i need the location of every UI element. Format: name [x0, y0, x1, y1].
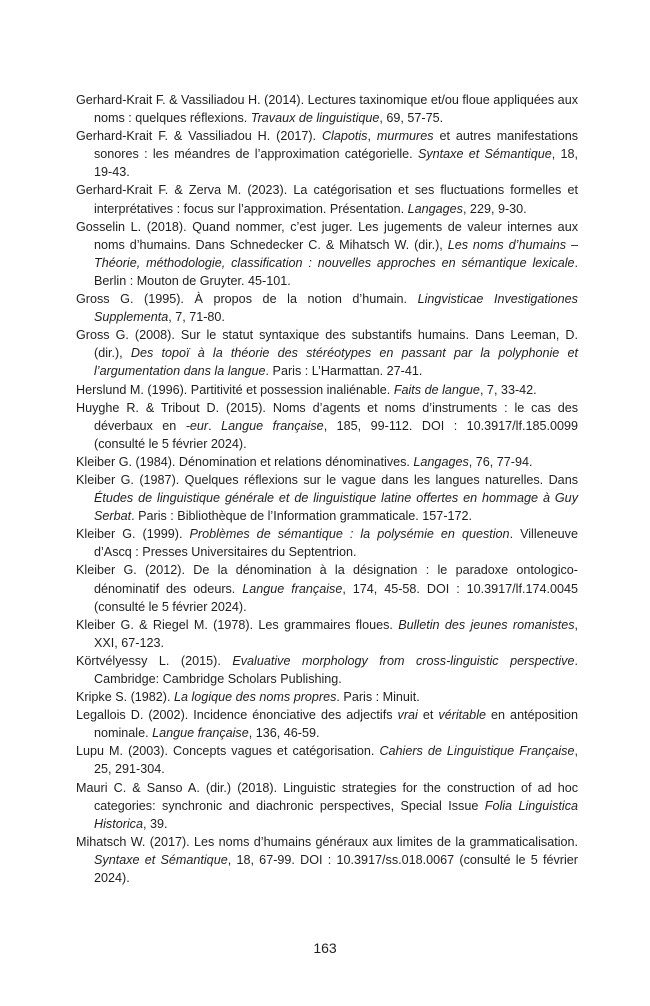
reference-text-segment: , XXI, 67-123. [94, 617, 578, 650]
reference-entry [76, 525, 578, 561]
reference-italic-segment: Clapotis [321, 129, 368, 144]
reference-entry [76, 381, 578, 399]
reference-text-segment: Mihatsch W. (2017). Les noms d’humains généraux aux limites de la grammaticalisation. [76, 834, 578, 849]
reference-entry [76, 290, 578, 326]
reference-text-segment: , 25, 291-304. [94, 744, 578, 777]
reference-entry [76, 91, 578, 127]
reference-text-segment: , 7, 33-42. [479, 382, 537, 397]
reference-italic-segment: Syntaxe et Sémantique [417, 147, 552, 162]
reference-text-segment: , 229, 9-30. [462, 201, 527, 216]
reference-entry [76, 218, 578, 290]
reference-italic-segment: Travaux de linguistique [250, 111, 380, 126]
reference-text-segment: . Paris : L’Harmattan. 27-41. [265, 364, 423, 379]
reference-text-segment: , 76, 77-94. [468, 454, 533, 469]
reference-text-segment: Legallois D. (2002). Incidence énonciative des adjectifs [76, 708, 398, 723]
reference-italic-segment: Langue française [221, 418, 324, 433]
reference-text-segment: Kleiber G. (1987). Quelques réflexions sur le vague dans les langues naturelles. Dans [76, 472, 578, 487]
reference-text-segment: Herslund M. (1996). Partitivité et possession inaliénable. [76, 382, 394, 397]
reference-entry [76, 616, 578, 652]
reference-text-segment: , 18, 67-99. DOI : 10.3917/ss.018.0067 (consulté le 5 février 2024). [94, 852, 578, 886]
reference-text-segment: Kleiber G. (1984). Dénomination et relations dénominatives. [76, 454, 414, 469]
reference-text-segment: Gerhard-Krait F. & Vassiliadou H. (2017). [76, 129, 322, 144]
reference-entry [76, 779, 578, 833]
reference-text-segment: , 174, 45-58. DOI : 10.3917/lf.174.0045 (consulté le 5 février 2024). [94, 581, 578, 614]
reference-italic-segment: vrai [397, 708, 418, 723]
reference-text-segment: . [208, 418, 222, 433]
reference-text-segment: , 185, 99-112. DOI : 10.3917/lf.185.0099 (consulté le 5 février 2024). [94, 418, 579, 451]
reference-text-segment: et autres manifestations sonores : les méandres de l’approximation catégorielle. [94, 129, 579, 162]
reference-text-segment: Kleiber G. & Riegel M. (1978). Les grammaires floues. [76, 617, 399, 632]
reference-entry [76, 471, 578, 525]
reference-italic-segment: Cahiers de Linguistique Française [379, 744, 575, 759]
reference-text-segment: en antéposition nominale. [94, 708, 578, 741]
reference-list [76, 91, 578, 887]
bibliography-page [76, 91, 578, 887]
reference-italic-segment: -eur [185, 418, 209, 433]
reference-italic-segment: Langue française [242, 581, 343, 596]
reference-italic-segment: Evaluative morphology from cross-linguistic perspective [232, 653, 575, 668]
reference-text-segment: . Paris : Bibliothèque de l’Information grammaticale. 157-172. [131, 509, 473, 524]
reference-entry [76, 399, 578, 453]
reference-text-segment: . Cambridge: Cambridge Scholars Publishing. [94, 653, 578, 686]
reference-text-segment: Gosselin L. (2018). Quand nommer, c’est juger. Les jugements de valeur internes aux noms d’humains. Dans Schnedecker C. & Mihatsch W. (dir.), [76, 219, 578, 252]
page-number: 163 [313, 940, 337, 956]
reference-entry [76, 833, 578, 887]
reference-entry [76, 706, 578, 742]
reference-italic-segment: Bulletin des jeunes romanistes [398, 617, 575, 632]
reference-italic-segment: Langages [407, 201, 463, 216]
reference-text-segment: Kleiber G. (1999). [76, 527, 190, 542]
reference-italic-segment: Des topoï à la théorie des stéréotypes en passant par la polyphonie et l’argumentation dans la langue [94, 346, 578, 379]
reference-entry [76, 453, 578, 471]
reference-italic-segment: véritable [438, 708, 486, 723]
reference-italic-segment: Problèmes de sémantique : la polysémie en question [189, 527, 510, 542]
reference-entry [76, 127, 578, 181]
reference-text-segment: et [417, 708, 439, 723]
reference-text-segment: , 69, 57-75. [379, 111, 444, 126]
reference-text-segment: Gross G. (1995). À propos de la notion d’humain. [76, 292, 418, 307]
reference-italic-segment: Langages [413, 454, 469, 469]
reference-entry [76, 652, 578, 688]
reference-italic-segment: La logique des noms propres [174, 690, 337, 705]
reference-text-segment: , 7, 71-80. [168, 310, 225, 325]
reference-italic-segment: Lingvisticae Investigationes Supplementa [94, 292, 578, 325]
reference-text-segment: , 136, 46-59. [248, 726, 320, 741]
reference-text-segment: Mauri C. & Sanso A. (dir.) (2018). Linguistic strategies for the construction of ad hoc categories: synchronic and diachronic perspectives, Special Issue [76, 780, 578, 813]
reference-text-segment: Kripke S. (1982). [76, 690, 174, 705]
reference-entry [76, 561, 578, 615]
reference-italic-segment: Faits de langue [393, 382, 480, 397]
reference-text-segment: . Berlin : Mouton de Gruyter. 45-101. [94, 255, 578, 288]
reference-italic-segment: Langue française [152, 726, 249, 741]
reference-text-segment: Körtvélyessy L. (2015). [76, 653, 233, 668]
reference-text-segment: , 18, 19-43. [94, 147, 578, 180]
reference-italic-segment: Syntaxe et Sémantique [94, 852, 228, 867]
reference-text-segment: , [367, 129, 377, 144]
reference-text-segment: Lupu M. (2003). Concepts vagues et catégorisation. [76, 744, 380, 759]
reference-text-segment: Kleiber G. (2012). De la dénomination à la désignation : le paradoxe ontologico-dénominatif des odeurs. [76, 563, 578, 596]
reference-text-segment: . Paris : Minuit. [336, 690, 420, 705]
reference-entry [76, 326, 578, 380]
reference-text-segment: , 39. [143, 816, 168, 831]
reference-italic-segment: Les noms d’humains – Théorie, méthodologie, classification : nouvelles approches en sémantique lexicale [94, 237, 578, 270]
reference-italic-segment: murmures [376, 129, 434, 144]
reference-text-segment: . Villeneuve d’Ascq : Presses Universitaires du Septentrion. [94, 527, 578, 560]
reference-italic-segment: Folia Linguistica Historica [94, 798, 578, 831]
reference-text-segment: Gerhard-Krait F. & Vassiliadou H. (2014). Lectures taxinomique et/ou floue appliquées aux noms : quelques réflexions. [76, 93, 578, 126]
reference-entry [76, 181, 578, 217]
reference-italic-segment: Études de linguistique générale et de linguistique latine offertes en hommage à Guy Serbat [94, 491, 578, 524]
reference-entry [76, 742, 578, 778]
reference-entry [76, 688, 578, 706]
reference-text-segment: Gerhard-Krait F. & Zerva M. (2023). La catégorisation et ses fluctuations formelles et interprétatives : focus sur l’approximation. Présentation. [76, 183, 578, 216]
reference-text-segment: Gross G. (2008). Sur le statut syntaxique des substantifs humains. Dans Leeman, D. (dir.), [76, 328, 578, 361]
reference-text-segment: Huyghe R. & Tribout D. (2015). Noms d’agents et noms d’instruments : le cas des déverbaux en [76, 400, 578, 433]
